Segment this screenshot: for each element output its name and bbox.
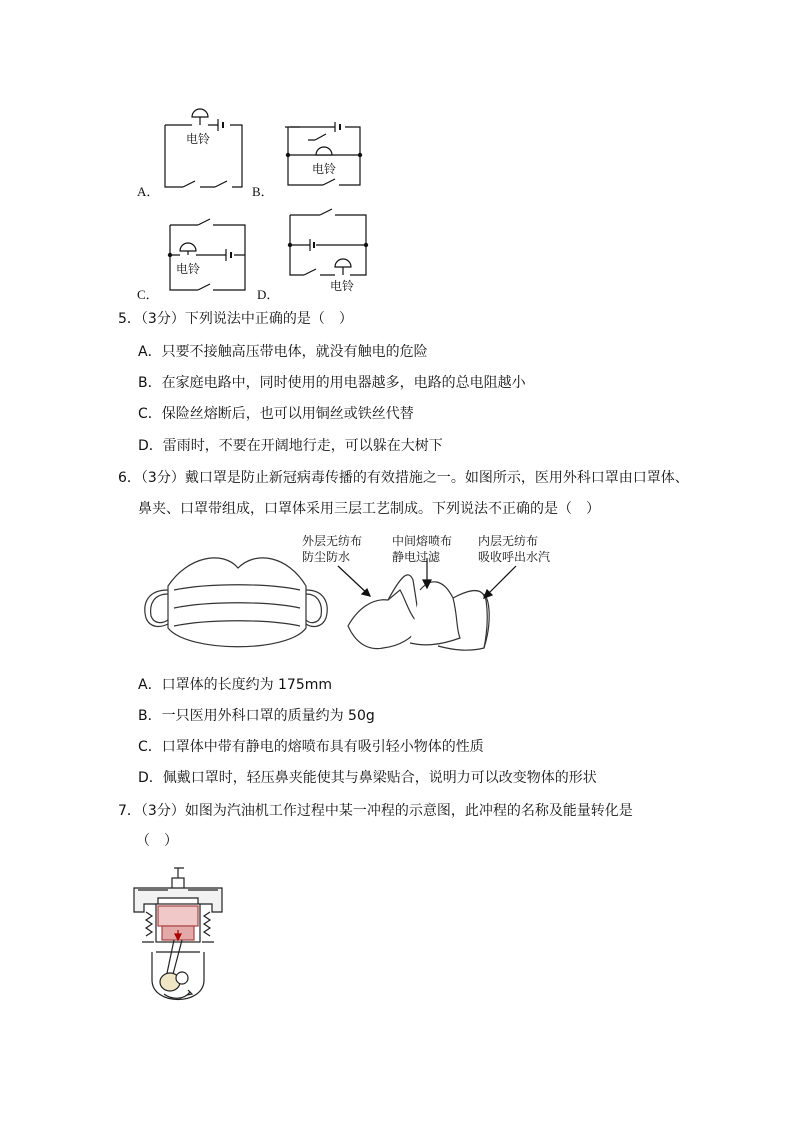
mask-middle-layer-desc: 静电过滤 — [392, 550, 441, 564]
mask-inner-layer-desc: 吸收呼出水汽 — [478, 550, 551, 564]
q5-option-b[interactable]: B．在家庭电路中，同时使用的用电器越多，电路的总电阻越小 — [138, 375, 526, 391]
q6-option-c[interactable]: C．口罩体中带有静电的熔喷布具有吸引轻小物体的性质 — [138, 739, 484, 755]
q6-stem-line2: 鼻夹、口罩带组成，口罩体采用三层工艺制成。下列说法不正确的是（ ） — [138, 501, 600, 517]
q6-stem-line1: 6．（3分）戴口罩是防止新冠病毒传播的有效措施之一。如图所示，医用外科口罩由口罩体、 — [118, 470, 689, 486]
mask-outer-layer-label: 外层无纺布 — [302, 534, 363, 548]
circuit-d — [288, 209, 367, 275]
circuit-c-bell: 电铃 — [176, 262, 201, 276]
circuit-a-label[interactable]: A． — [137, 184, 160, 199]
q6-option-b[interactable]: B．一只医用外科口罩的质量约为 50g — [138, 708, 375, 724]
mask-outer-layer-desc: 防尘防水 — [302, 550, 351, 564]
mask-middle-layer-label: 中间熔喷布 — [392, 534, 453, 548]
circuit-diagrams — [130, 95, 380, 305]
q5-stem: 5．（3分）下列说法中正确的是（ ） — [118, 311, 353, 327]
circuit-b-bell: 电铃 — [312, 162, 337, 176]
mask-inner-layer-label: 内层无纺布 — [478, 534, 539, 548]
circuit-c — [168, 219, 245, 290]
q6-option-d[interactable]: D．佩戴口罩时，轻压鼻夹能使其与鼻梁贴合，说明力可以改变物体的形状 — [138, 770, 597, 786]
q5-option-c[interactable]: C．保险丝熔断后，也可以用铜丝或铁丝代替 — [138, 406, 414, 422]
mask-figure — [138, 528, 568, 663]
circuit-a — [165, 109, 242, 187]
circuit-d-label[interactable]: D． — [257, 287, 280, 302]
q5-option-a[interactable]: A．只要不接触高压带电体，就没有触电的危险 — [138, 344, 428, 360]
q7-stem: 7．（3分）如图为汽油机工作过程中某一冲程的示意图，此冲程的名称及能量转化是 — [118, 803, 633, 819]
q7-answer-paren: （ ） — [136, 833, 178, 849]
circuit-d-bell: 电铃 — [330, 279, 355, 293]
q6-option-a[interactable]: A．口罩体的长度约为 175mm — [138, 677, 333, 693]
circuit-a-bell: 电铃 — [186, 132, 211, 146]
q5-option-d[interactable]: D．雷雨时，不要在开阔地行走，可以躲在大树下 — [138, 438, 443, 454]
circuit-c-label[interactable]: C． — [137, 287, 159, 302]
engine-diagram — [128, 860, 238, 1010]
circuit-b-label[interactable]: B． — [252, 184, 274, 199]
